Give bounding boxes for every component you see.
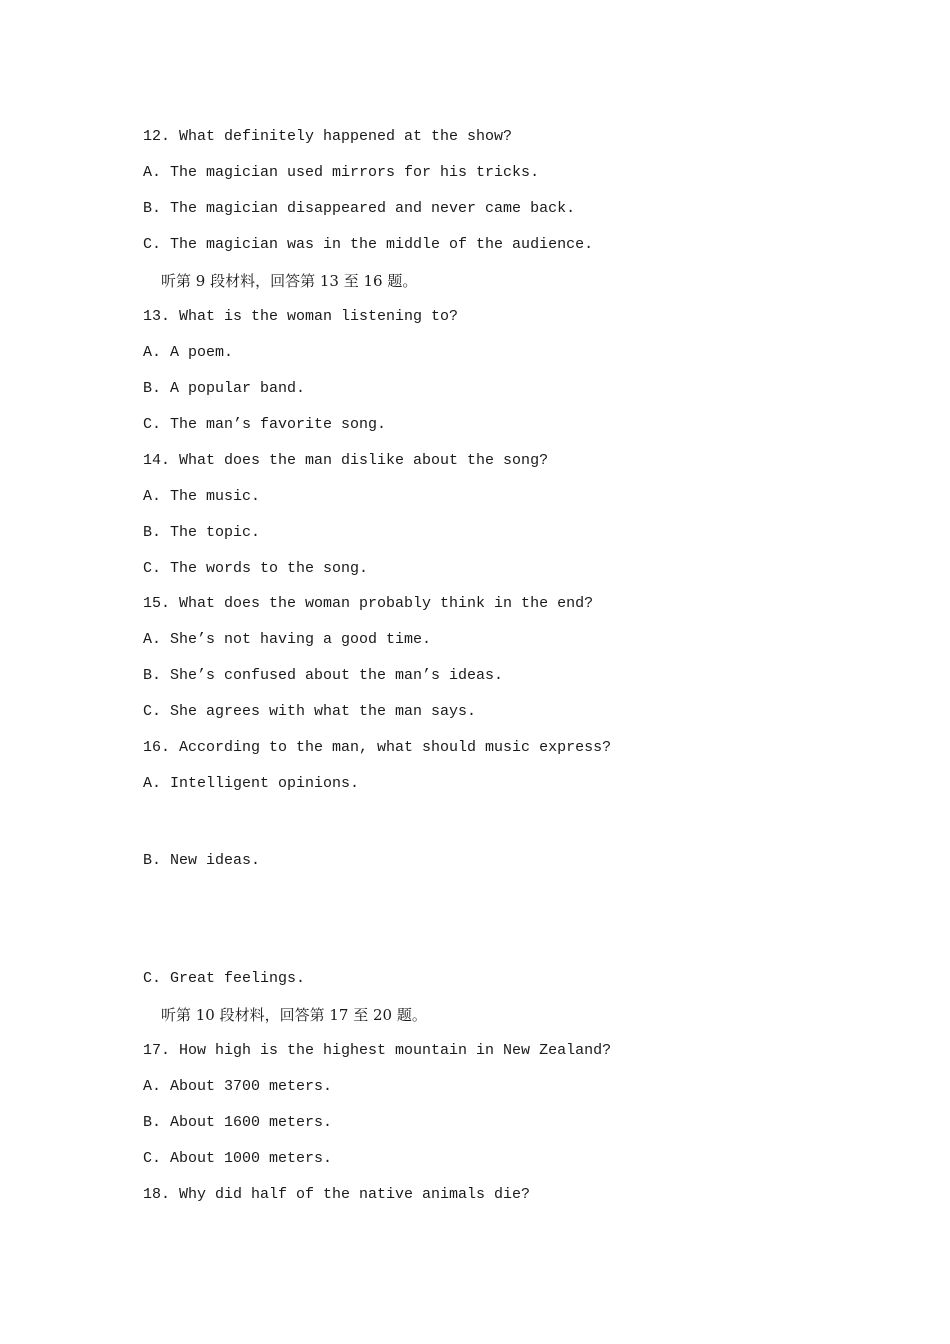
option-12-a: A. The magician used mirrors for his tricks. [143,164,540,181]
section-instruction-9: 听第 9 段材料，回答第 13 至 16 题。 [161,272,418,290]
question-14: 14. What does the man dislike about the song? [143,452,549,469]
option-13-c: C. The man’s favorite song. [143,416,387,433]
question-13: 13. What is the woman listening to? [143,308,459,325]
option-14-b: B. The topic. [143,524,261,541]
option-17-a: A. About 3700 meters. [143,1078,333,1095]
section-instruction-10: 听第 10 段材料，回答第 17 至 20 题。 [161,1006,427,1024]
option-12-c: C. The magician was in the middle of the audience. [143,236,594,253]
option-12-b: B. The magician disappeared and never came back. [143,200,576,217]
option-13-a: A. A poem. [143,344,234,361]
question-16: 16. According to the man, what should music express? [143,739,612,756]
option-14-c: C. The words to the song. [143,560,369,577]
option-16-c: C. Great feelings. [143,970,306,987]
option-17-b: B. About 1600 meters. [143,1114,333,1131]
option-17-c: C. About 1000 meters. [143,1150,333,1167]
question-12: 12. What definitely happened at the show? [143,128,513,145]
option-13-b: B. A popular band. [143,380,306,397]
question-17: 17. How high is the highest mountain in New Zealand? [143,1042,612,1059]
option-15-b: B. She’s confused about the man’s ideas. [143,667,504,684]
option-16-a: A. Intelligent opinions. [143,775,360,792]
question-15: 15. What does the woman probably think in the end? [143,595,594,612]
option-15-a: A. She’s not having a good time. [143,631,432,648]
option-14-a: A. The music. [143,488,261,505]
question-18: 18. Why did half of the native animals die? [143,1186,531,1203]
option-16-b: B. New ideas. [143,852,261,869]
option-15-c: C. She agrees with what the man says. [143,703,477,720]
